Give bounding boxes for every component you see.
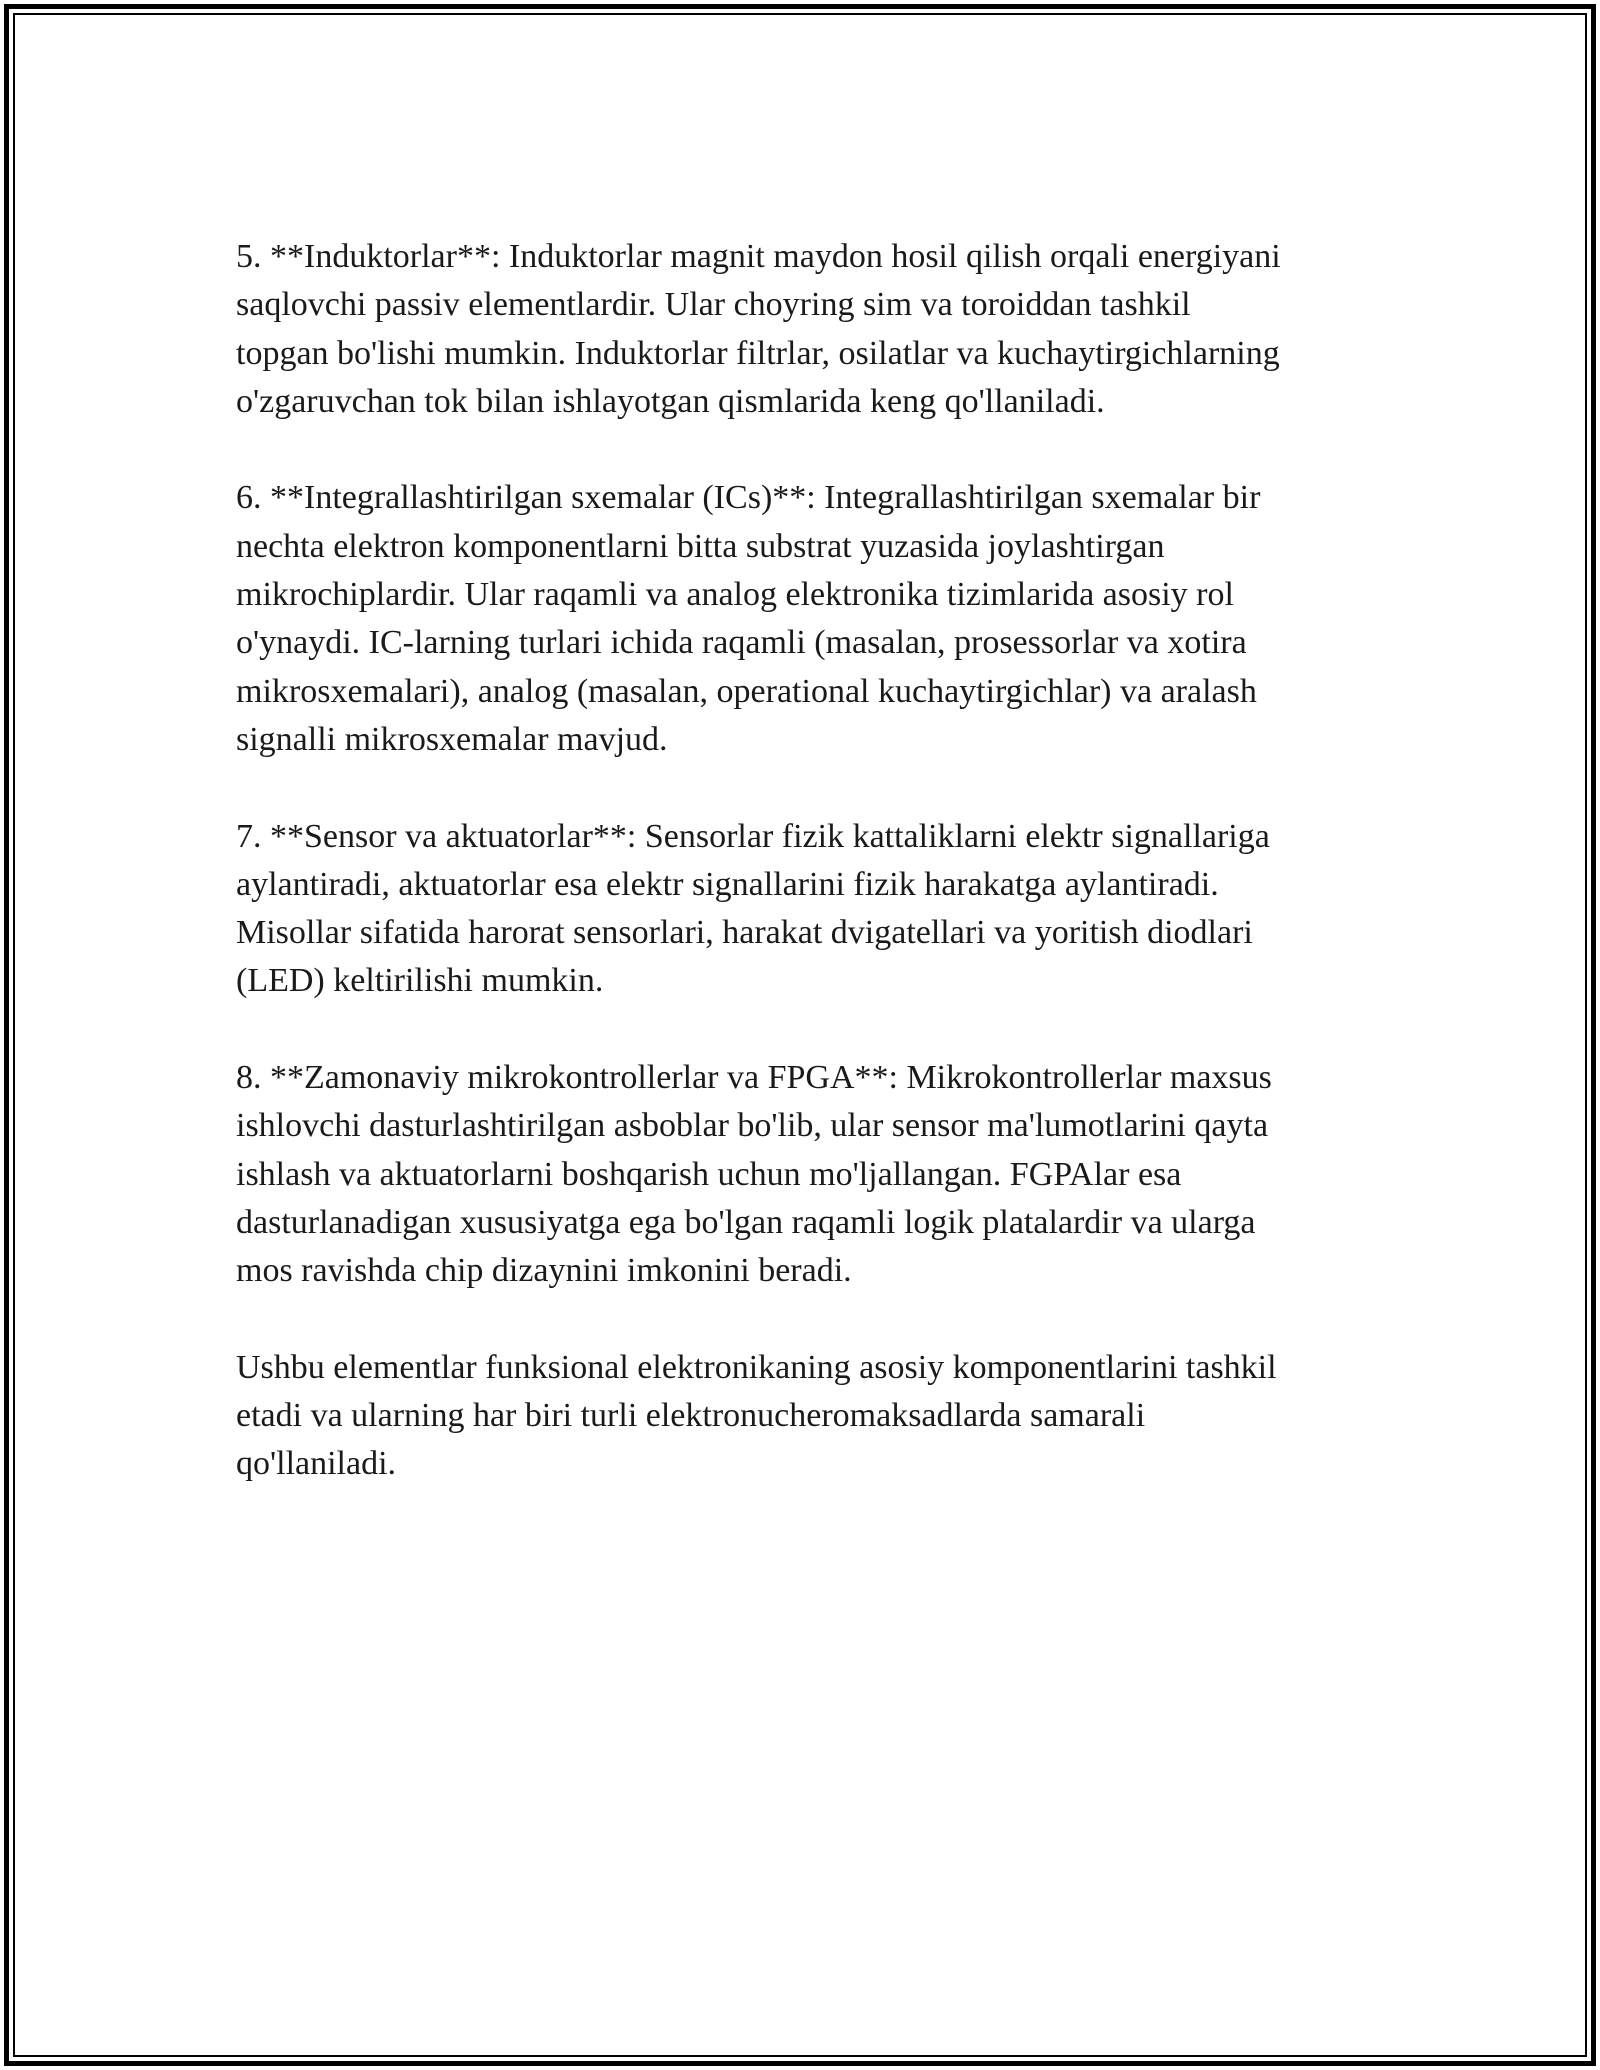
paragraph-conclusion: Ushbu elementlar funksional elektronikaning asosiy komponentlarini tashkil etadi va ularning har biri turli elektronucheromaksadlarda samarali qo'llaniladi. (236, 1348, 1277, 1483)
paragraph-inductors: 5. **Induktorlar**: Induktorlar magnit maydon hosil qilish orqali energiyani saqlovchi passiv elementlardir. Ular choyring sim va toroiddan tashkil topgan bo'lishi mumkin. Induktorlar filtrlar, osilatlar va kuchaytirgichlarning o'zgaruvchan tok bilan ishlayotgan qismlarida keng qo'llaniladi. (236, 238, 1281, 420)
paragraph-microcontrollers-fpga: 8. **Zamonaviy mikrokontrollerlar va FPGA**: Mikrokontrollerlar maxsus ishlovchi dasturlashtirilgan asboblar bo'lib, ular sensor ma'lumotlarini qayta ishlash va aktuatorlarni boshqarish uchun mo'ljallangan. FGPAlar esa dasturlanadigan xususiyatga ega bo'lgan raqamli logik platalardir va ularga mos ravishda chip dizaynini imkonini beradi. (236, 1059, 1272, 1290)
paragraph-integrated-circuits: 6. **Integrallashtirilgan sxemalar (ICs)**: Integrallashtirilgan sxemalar bir nechta elektron komponentlarni bitta substrat yuzasida joylashtirgan mikrochiplardir. Ular raqamli va analog elektronika tizimlarida asosiy rol o'ynaydi. IC-larning turlari ichida raqamli (masalan, prosessorlar va xotira mikrosxemalari), analog (masalan, operational kuchaytirgichlar) va aralash signalli mikrosxemalar mavjud. (236, 479, 1261, 758)
paragraph-sensors-actuators: 7. **Sensor va aktuatorlar**: Sensorlar fizik kattaliklarni elektr signallariga aylantiradi, aktuatorlar esa elektr signallarini fizik harakatga aylantiradi. Misollar sifatida harorat sensorlari, harakat dvigatellari va yoritish diodlari (LED) keltirilishi mumkin. (236, 817, 1270, 1000)
document-body (236, 233, 1386, 1489)
